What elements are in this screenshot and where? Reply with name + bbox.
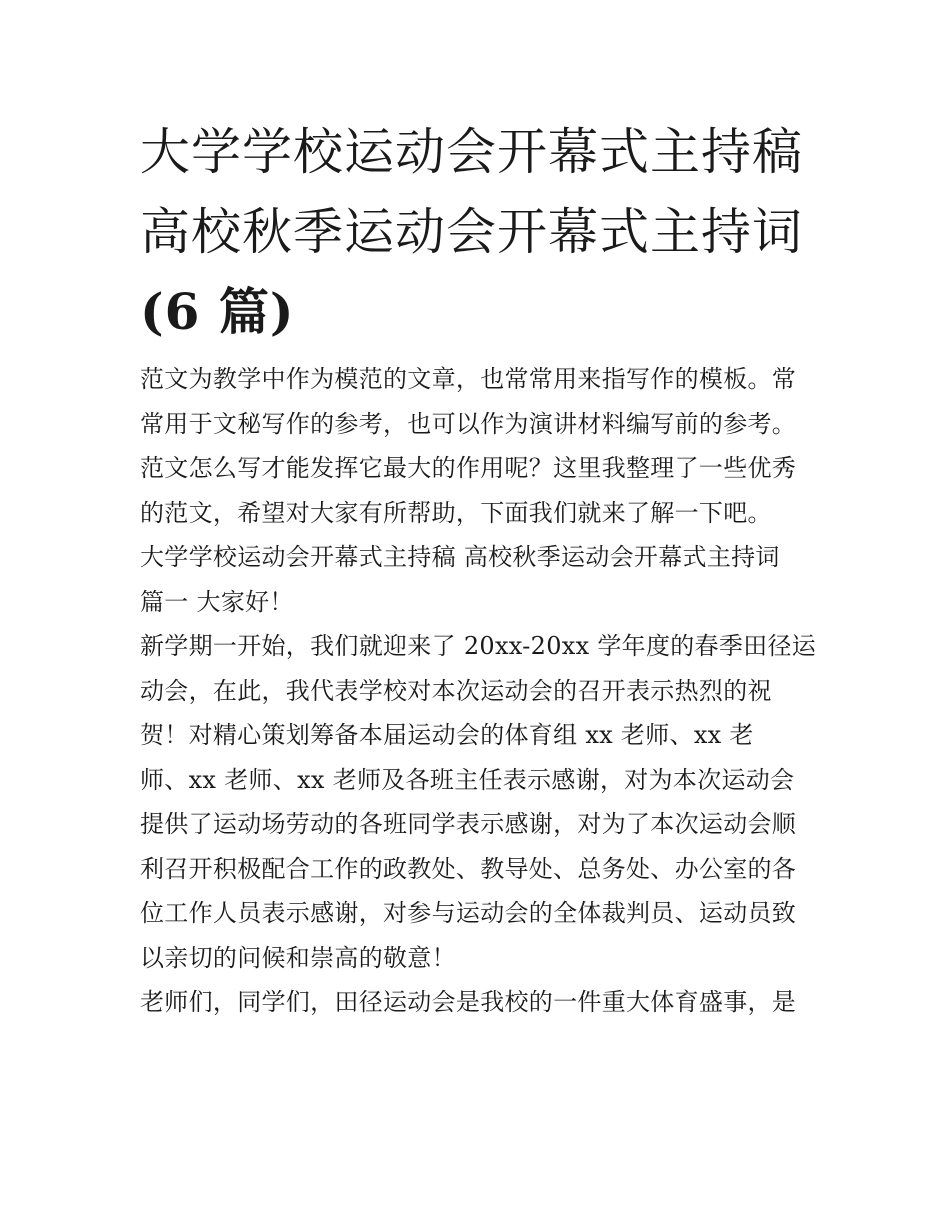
body-line: 新学期一开始，我们就迎来了 20xx-20xx 学年度的春季田径运 — [140, 632, 817, 660]
body-line: 篇一 大家好！ — [140, 587, 294, 616]
title-line: (6 篇) — [140, 282, 295, 341]
body-line: 位工作人员表示感谢，对参与运动会的全体裁判员、运动员致 — [140, 899, 797, 927]
body-line: 利召开积极配合工作的政教处、教导处、总务处、办公室的各 — [140, 854, 797, 883]
body-line: 贺！对精心策划筹备本届运动会的体育组 xx 老师、xx 老 — [140, 721, 754, 749]
title-line: 高校秋季运动会开幕式主持词 — [140, 203, 803, 261]
body-line: 以亲切的问候和崇高的敬意！ — [140, 943, 456, 972]
body-line: 范文为教学中作为模范的文章，也常常用来指写作的模板。常 — [140, 365, 797, 393]
body-line: 的范文，希望对大家有所帮助，下面我们就来了解一下吧。 — [140, 498, 772, 527]
document-title — [140, 112, 820, 352]
body-line: 动会，在此，我代表学校对本次运动会的召开表示热烈的祝 — [140, 676, 772, 705]
body-line: 师、xx 老师、xx 老师及各班主任表示感谢，对为本次运动会 — [140, 765, 795, 794]
body-line: 大学学校运动会开幕式主持稿 高校秋季运动会开幕式主持词 — [140, 543, 780, 571]
body-line: 提供了运动场劳动的各班同学表示感谢，对为了本次运动会顺 — [140, 810, 797, 838]
body-line: 范文怎么写才能发挥它最大的作用呢？这里我整理了一些优秀 — [140, 454, 797, 482]
body-line: 老师们，同学们，田径运动会是我校的一件重大体育盛事，是 — [140, 988, 797, 1016]
body-line: 常用于文秘写作的参考，也可以作为演讲材料编写前的参考。 — [140, 409, 797, 438]
title-line: 大学学校运动会开幕式主持稿 — [140, 123, 803, 181]
document-body — [140, 357, 820, 1025]
